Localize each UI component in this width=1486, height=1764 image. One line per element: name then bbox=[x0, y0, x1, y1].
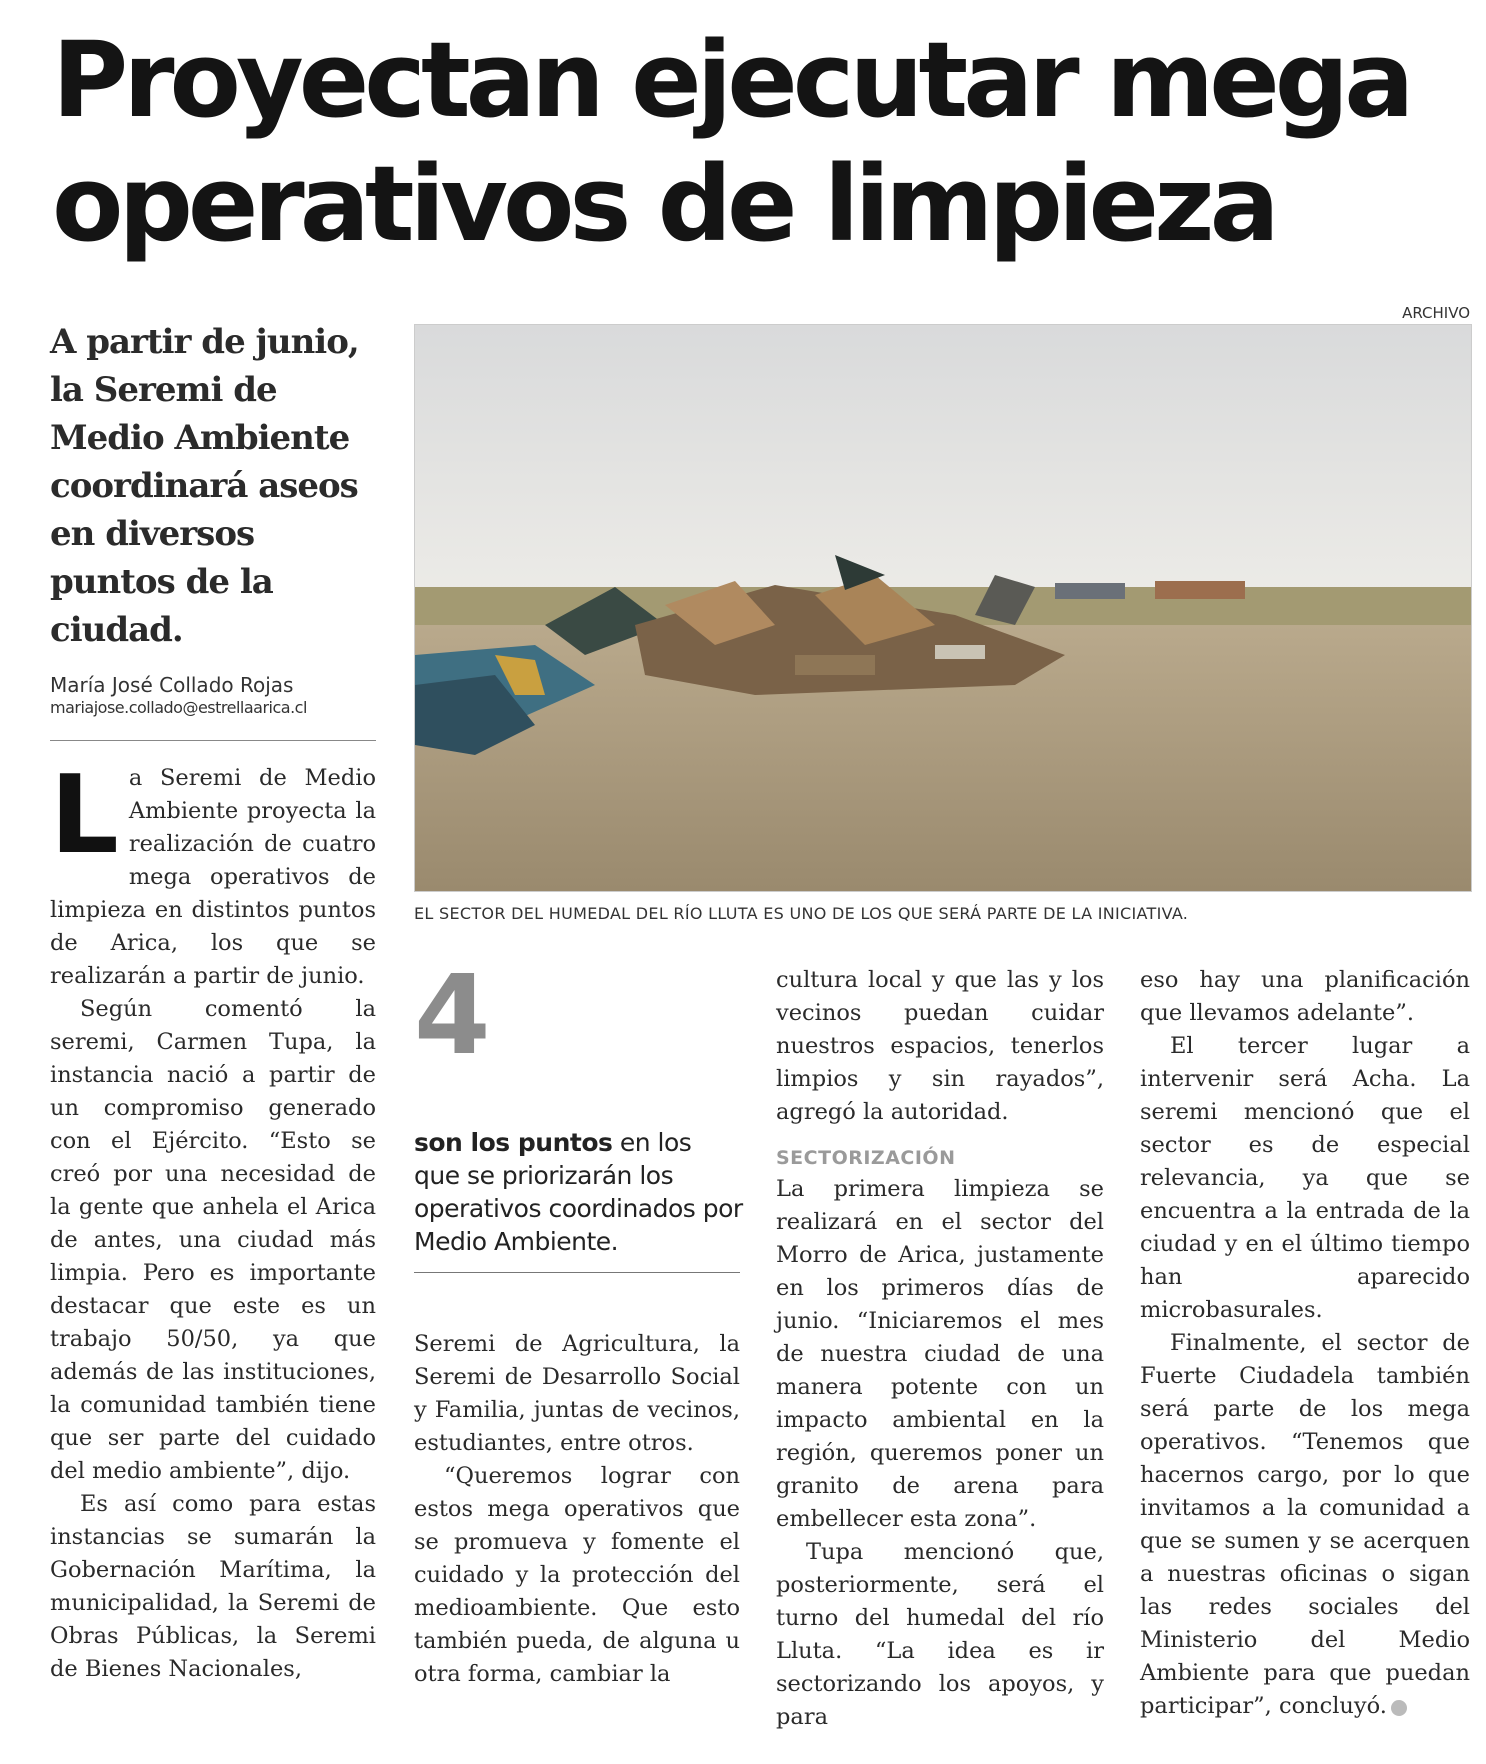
article-column-1 bbox=[50, 753, 376, 1742]
paragraph-3-cont: Seremi de Agricultura, la Seremi de Desarrollo Social y Familia, juntas de vecinos, estudiantes, entre otros. bbox=[414, 1331, 740, 1456]
author-name: María José Collado Rojas bbox=[50, 673, 294, 697]
section-subhead: SECTORIZACIÓN bbox=[776, 1147, 956, 1169]
paragraph-1-text: a Seremi de Medio Ambiente proyecta la realización de cuatro mega operativos de limpieza en distintos puntos de Arica, los que se realizarán a partir de junio. bbox=[50, 765, 376, 989]
headline-line-1: Proyectan ejecutar mega bbox=[52, 19, 1410, 141]
photo-caption: EL SECTOR DEL HUMEDAL DEL RÍO LLUTA ES UNO DE LOS QUE SERÁ PARTE DE LA INICIATIVA. bbox=[414, 904, 1189, 923]
debris-field-image bbox=[415, 325, 1471, 891]
paragraph-6-cont: eso hay una planificación que llevamos adelante”. bbox=[1140, 967, 1470, 1026]
article-column-3 bbox=[776, 964, 1104, 1744]
byline bbox=[50, 672, 380, 718]
paragraph-4: “Queremos lograr con estos mega operativos que se promueva y fomente el cuidado y la protección del medioambiente. Que esto también pueda, de alguna u otra forma, cambiar la bbox=[414, 1463, 740, 1687]
end-mark-icon: + bbox=[1391, 1700, 1407, 1716]
paragraph-8 bbox=[1140, 1327, 1470, 1723]
article-photo bbox=[414, 324, 1472, 892]
callout-number: 4 bbox=[414, 951, 491, 1079]
callout-rest: en los que se priorizarán los operativos coordinados por Medio Ambiente. bbox=[414, 1128, 743, 1256]
byline-divider bbox=[50, 740, 376, 741]
paragraph-8-text: Finalmente, el sector de Fuerte Ciudadela también será parte de los mega operativos. “Tenemos que hacernos cargo, por lo que invitamos a la comunidad a que se sumen y se acerquen a nuestras oficinas o sigan las redes sociales del Ministerio del Medio Ambiente para que puedan participar”, concluyó. bbox=[1140, 1330, 1470, 1719]
callout-text bbox=[414, 1126, 744, 1258]
paragraph-1 bbox=[50, 753, 376, 993]
paragraph-5: La primera limpieza se realizará en el sector del Morro de Arica, justamente en los primeros días de junio. “Iniciaremos el mes de nuestra ciudad de una manera potente con un impacto ambiental en la región, queremos poner un granito de arena para embellecer esta zona”. bbox=[776, 1176, 1104, 1532]
paragraph-3: Es así como para estas instancias se sumarán la Gobernación Marítima, la municipalidad, la Seremi de Obras Públicas, la Seremi de Bienes Nacionales, bbox=[50, 1491, 376, 1682]
callout-divider bbox=[414, 1272, 740, 1273]
paragraph-4-cont: cultura local y que las y los vecinos puedan cuidar nuestros espacios, tenerlos limpios y sin rayados”, agregó la autoridad. bbox=[776, 967, 1104, 1125]
deck-subtitle: A partir de junio, la Seremi de Medio Ambiente coordinará aseos en diversos puntos de la ciudad. bbox=[50, 322, 359, 650]
headline bbox=[52, 18, 1452, 266]
article-column-2 bbox=[414, 1328, 740, 1748]
photo-credit: ARCHIVO bbox=[1402, 304, 1470, 322]
paragraph-2: Según comentó la seremi, Carmen Tupa, la instancia nació a partir de un compromiso generado con el Ejército. “Esto se creó por una necesidad de la gente que anhela el Arica de antes, una ciudad más limpia. Pero es importante destacar que este es un trabajo 50/50, ya que además de las instituciones, la comunidad también tiene que ser parte del cuidado del medio ambiente”, dijo. bbox=[50, 996, 376, 1484]
paragraph-6: Tupa mencionó que, posteriormente, será el turno del humedal del río Lluta. “La idea es ir sectorizando los apoyos, y para bbox=[776, 1539, 1104, 1730]
author-email[interactable]: mariajose.collado@estrellaarica.cl bbox=[50, 698, 307, 717]
article-column-4 bbox=[1140, 964, 1470, 1744]
callout-bold: son los puntos bbox=[414, 1128, 613, 1157]
headline-line-2: operativos de limpieza bbox=[52, 143, 1275, 265]
drop-cap: L bbox=[50, 753, 119, 878]
paragraph-7: El tercer lugar a intervenir será Acha. La seremi mencionó que el sector es de especial relevancia, ya que se encuentra a la entrada de la ciudad y en el último tiempo han aparecido microbasurales. bbox=[1140, 1033, 1470, 1323]
